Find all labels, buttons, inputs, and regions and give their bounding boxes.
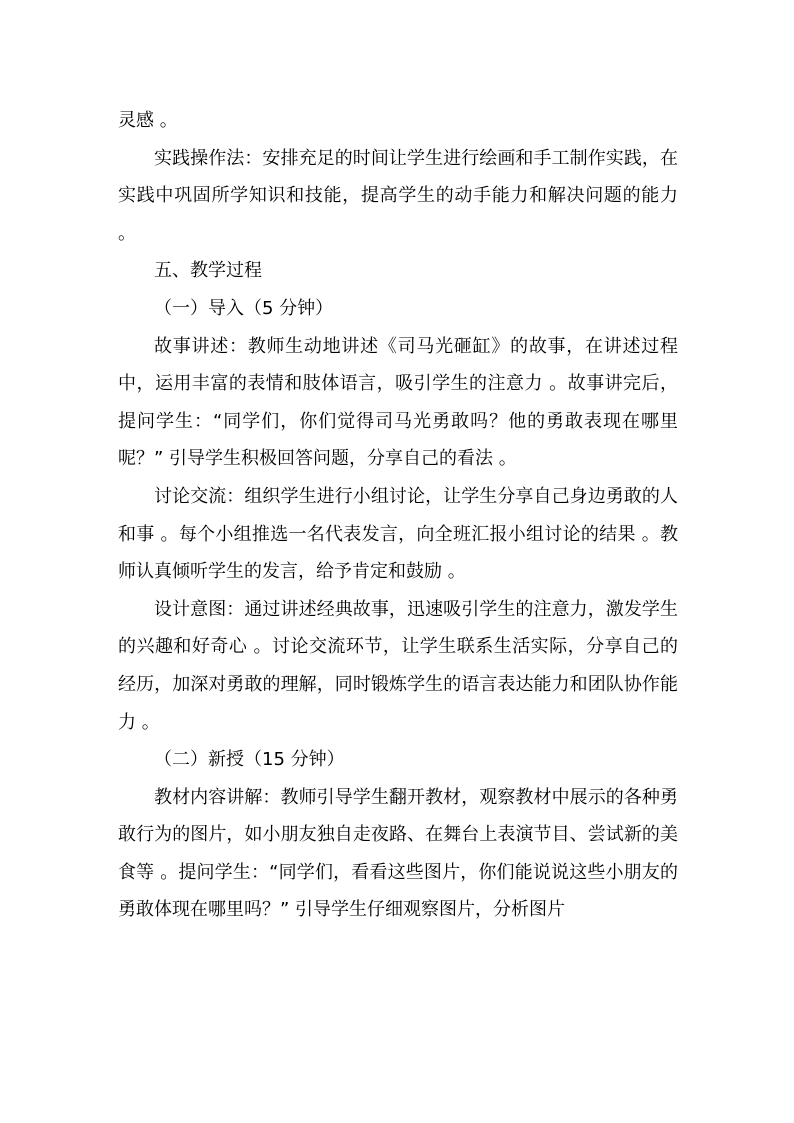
section-heading-teaching-process: 五、教学过程 (154, 260, 262, 282)
paragraph-textbook-explanation: 教材内容讲解：教师引导学生翻开教材，观察教材中展示的各种勇敢行为的图片，如小朋友独自走夜路、在舞台上表演节目、尝试新的美食等 。提问学生：“同学们，看看这些图片，你们能说说这些小朋友的勇敢体现在哪里吗？” 引导学生仔细观察图片，分析图片 (118, 786, 678, 921)
paragraph-practice-method: 实践操作法：安排充足的时间让学生进行绘画和手工制作实践，在实践中巩固所学知识和技能，提高学生的动手能力和解决问题的能力 。 (118, 147, 678, 244)
paragraph-story-telling: 故事讲述：教师生动地讲述《司马光砸缸》的故事，在讲述过程中，运用丰富的表情和肢体语言，吸引学生的注意力 。故事讲完后，提问学生：“同学们，你们觉得司马光勇敢吗？他的勇敢表现在哪里呢？” 引导学生积极回答问题，分享自己的看法 。 (118, 335, 678, 470)
paragraph-design-intent: 设计意图：通过讲述经典故事，迅速吸引学生的注意力，激发学生的兴趣和好奇心 。讨论交流环节，让学生联系生活实际，分享自己的经历，加深对勇敢的理解，同时锻炼学生的语言表达能力和团队协作能力 。 (118, 598, 678, 733)
paragraph-discussion: 讨论交流：组织学生进行小组讨论，让学生分享自己身边勇敢的人和事 。每个小组推选一名代表发言，向全班汇报小组讨论的结果 。教师认真倾听学生的发言，给予肯定和鼓励 。 (118, 485, 678, 583)
paragraph-continuation: 灵感 。 (118, 110, 178, 131)
subheading-new-lesson: （二）新授（15 分钟） (154, 749, 345, 771)
document-body (118, 102, 678, 929)
subheading-introduction: （一）导入（5 分钟） (154, 297, 334, 319)
